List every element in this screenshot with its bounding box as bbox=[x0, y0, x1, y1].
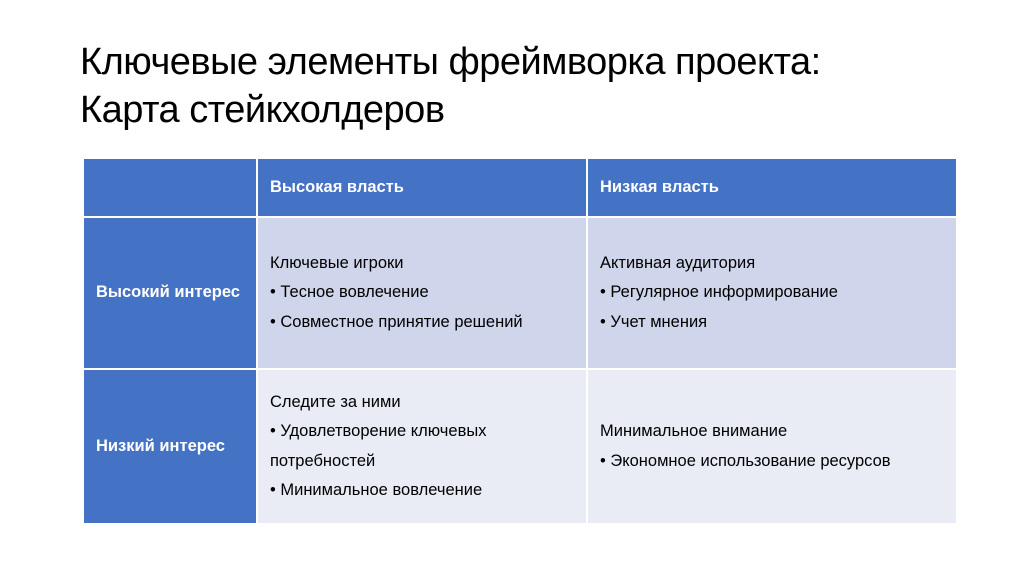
cell-key-players bbox=[257, 217, 587, 369]
slide-title bbox=[80, 38, 960, 134]
cell-keep-satisfied bbox=[257, 369, 587, 524]
table-row-low-interest bbox=[83, 369, 957, 524]
cell-bullet: • Экономное использование ресурсов bbox=[600, 451, 891, 470]
table-row-high-interest bbox=[83, 217, 957, 369]
cell-bullet: • Тесное вовлечение bbox=[270, 283, 429, 302]
row-header-low-interest: Низкий интерес bbox=[83, 369, 257, 524]
cell-bullet: • Регулярное информирование bbox=[600, 283, 838, 302]
cell-heading: Минимальное внимание bbox=[600, 422, 788, 440]
column-header-high-power: Высокая власть bbox=[257, 158, 587, 217]
title-line-2: Карта стейкхолдеров bbox=[80, 89, 445, 131]
column-header-low-power: Низкая власть bbox=[587, 158, 957, 217]
cell-heading: Ключевые игроки bbox=[270, 253, 404, 272]
table-header-row bbox=[83, 158, 957, 217]
cell-bullet: • Учет мнения bbox=[600, 312, 708, 331]
cell-heading: Следите за ними bbox=[270, 392, 401, 411]
cell-heading: Активная аудитория bbox=[600, 253, 756, 272]
cell-bullet: • Удовлетворение ключевых потребностей bbox=[270, 422, 487, 470]
cell-minimal-attention bbox=[587, 369, 957, 524]
title-line-1: Ключевые элементы фреймворка проекта: bbox=[80, 41, 821, 83]
row-header-high-interest: Высокий интерес bbox=[83, 217, 257, 369]
stakeholder-map-table bbox=[82, 157, 958, 525]
cell-bullet: • Совместное принятие решений bbox=[270, 312, 523, 331]
table-corner-cell bbox=[83, 158, 257, 217]
cell-active-audience bbox=[587, 217, 957, 369]
cell-bullet: • Минимальное вовлечение bbox=[270, 481, 483, 499]
